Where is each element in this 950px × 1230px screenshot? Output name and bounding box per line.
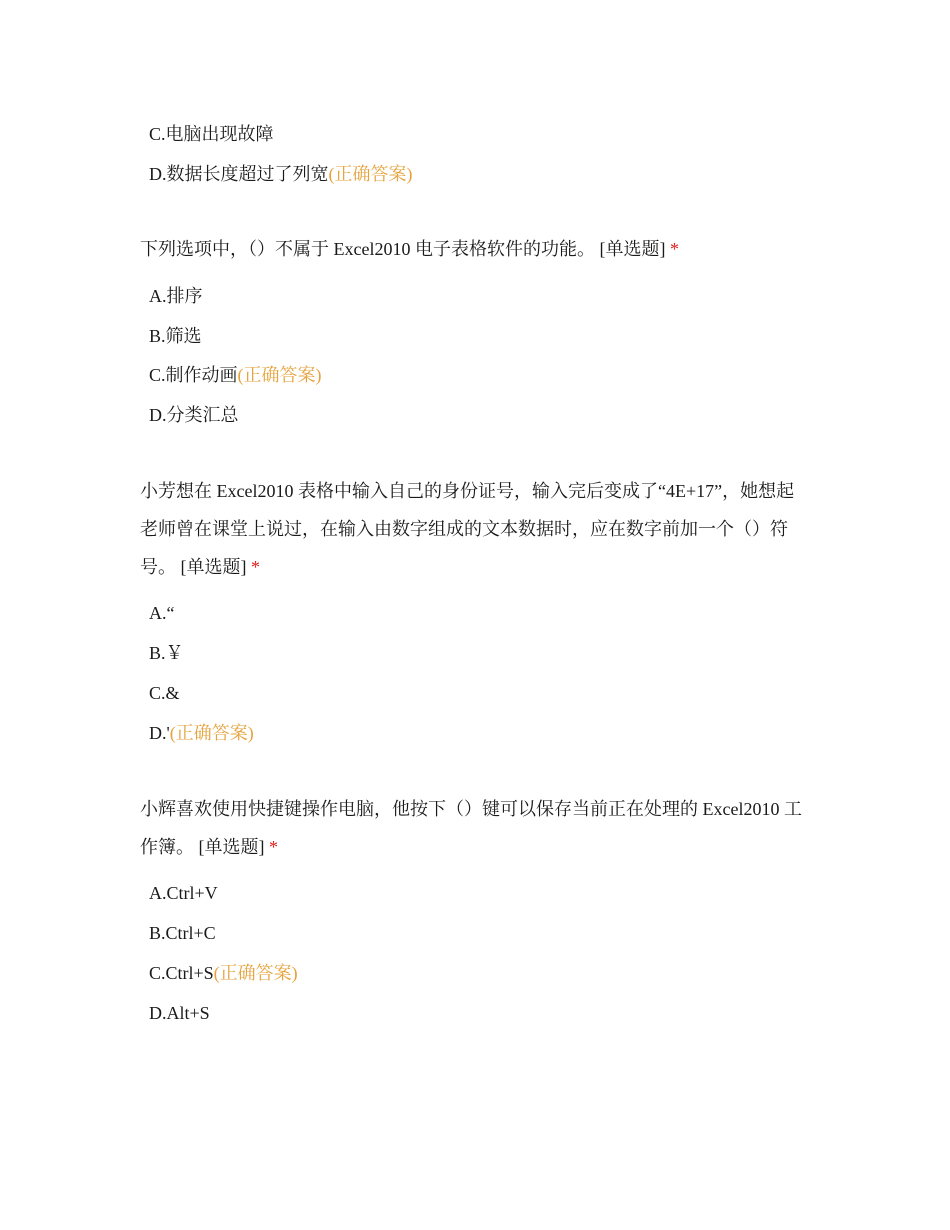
option-text: D.Alt+S xyxy=(149,1003,210,1023)
option-q1-b xyxy=(149,324,202,348)
question-text: 小辉喜欢使用快捷键操作电脑，他按下（）键可以保存当前正在处理的 Excel2010 工作簿。 xyxy=(140,799,802,857)
option-q3-b xyxy=(149,921,216,945)
option-text: B.￥ xyxy=(149,643,184,663)
question-type-badge: [单选题] xyxy=(180,557,247,577)
correct-answer-tag: (正确答案) xyxy=(237,365,322,385)
option-text: C.Ctrl+S xyxy=(149,963,214,983)
option-text: A.Ctrl+V xyxy=(149,883,218,903)
option-text: A.“ xyxy=(149,603,175,623)
option-q1-d xyxy=(149,403,239,427)
option-text: A.排序 xyxy=(149,286,203,306)
option-q3-d xyxy=(149,1001,210,1025)
option-q2-d xyxy=(149,721,254,745)
option-prev-c xyxy=(149,122,274,146)
question-1 xyxy=(140,230,810,268)
question-text: 小芳想在 Excel2010 表格中输入自己的身份证号，输入完后变成了“4E+17”，她想起老师曾在课堂上说过，在输入由数字组成的文本数据时，应在数字前加一个（）符号。 xyxy=(140,481,795,577)
option-text: C.制作动画 xyxy=(149,365,238,385)
option-q2-b xyxy=(149,641,184,665)
option-text: C.& xyxy=(149,683,180,703)
option-q1-c xyxy=(149,363,322,387)
option-q2-a xyxy=(149,601,175,625)
required-mark: * xyxy=(251,557,260,577)
question-2 xyxy=(140,472,810,586)
option-q3-a xyxy=(149,881,218,905)
option-text: B.筛选 xyxy=(149,326,202,346)
option-prev-d xyxy=(149,162,413,186)
option-text: C.电脑出现故障 xyxy=(149,124,274,144)
option-text: D.分类汇总 xyxy=(149,405,239,425)
option-q3-c xyxy=(149,961,298,985)
option-text: D.数据长度超过了列宽 xyxy=(149,164,329,184)
correct-answer-tag: (正确答案) xyxy=(169,723,254,743)
required-mark: * xyxy=(669,239,679,259)
option-q1-a xyxy=(149,284,203,308)
option-text: D.' xyxy=(149,723,170,743)
question-type-badge: [单选题] xyxy=(599,239,666,259)
option-q2-c xyxy=(149,681,180,705)
option-text: B.Ctrl+C xyxy=(149,923,216,943)
correct-answer-tag: (正确答案) xyxy=(328,164,413,184)
required-mark: * xyxy=(269,837,278,857)
correct-answer-tag: (正确答案) xyxy=(213,963,298,983)
question-text: 下列选项中，（）不属于 Excel2010 电子表格软件的功能。 xyxy=(140,239,595,259)
question-3 xyxy=(140,790,810,866)
question-type-badge: [单选题] xyxy=(198,837,265,857)
